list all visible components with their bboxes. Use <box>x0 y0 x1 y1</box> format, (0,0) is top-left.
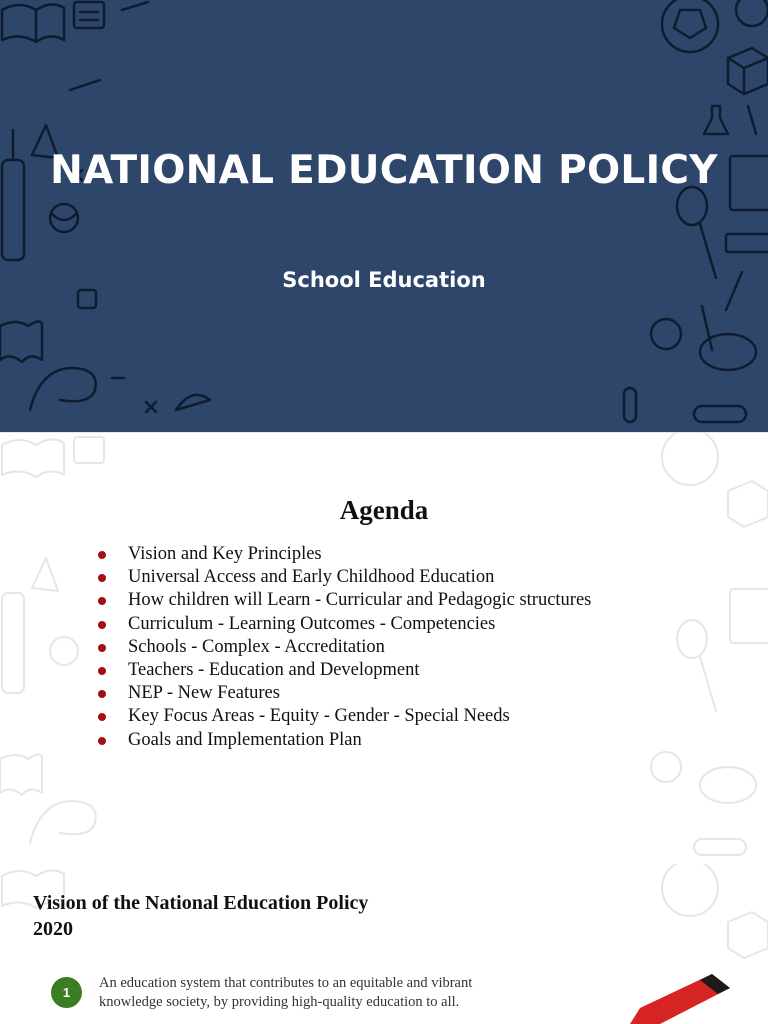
agenda-item-label: Goals and Implementation Plan <box>128 729 362 750</box>
jump-rope-icon <box>30 368 96 410</box>
agenda-item <box>98 705 591 728</box>
flask-icon <box>704 106 728 134</box>
soccer-ball-icon <box>662 0 718 52</box>
agenda-item-label: Teachers - Education and Development <box>128 659 420 680</box>
agenda-heading: Agenda <box>339 495 429 525</box>
book-icon <box>2 4 64 42</box>
agenda-item <box>98 613 591 636</box>
presentation-title: NATIONAL EDUCATION POLICY <box>50 148 718 193</box>
school-doodles-decoration <box>0 0 768 432</box>
globe-icon <box>651 319 681 349</box>
agenda-item-label: How children will Learn - Curricular and Pedagogic structures <box>128 590 592 611</box>
vision-slide <box>0 864 768 1024</box>
agenda-item-label: Schools - Complex - Accreditation <box>128 636 385 657</box>
agenda-item-label: Key Focus Areas - Equity - Gender - Special Needs <box>128 706 510 727</box>
agenda-item <box>98 543 591 566</box>
agenda-item <box>98 729 591 752</box>
badminton-racket-icon <box>677 187 716 278</box>
bullet-icon <box>98 621 106 629</box>
red-pencil-icon <box>620 974 730 1024</box>
agenda-item-label: Universal Access and Early Childhood Education <box>128 567 495 588</box>
agenda-item-label: Curriculum - Learning Outcomes - Competencies <box>128 613 496 634</box>
agenda-item-label: Vision and Key Principles <box>128 544 322 564</box>
test-tube-icon <box>624 388 636 422</box>
bullet-icon <box>98 737 106 745</box>
agenda-item <box>98 682 591 705</box>
cube-icon <box>728 48 768 94</box>
calculator-icon <box>74 2 104 28</box>
bullet-icon <box>98 644 106 652</box>
vision-heading: Vision of the National Education Policy 2020 <box>33 892 369 940</box>
agenda-item <box>98 566 591 589</box>
bullet-icon <box>98 667 106 675</box>
bullet-icon <box>98 551 106 559</box>
ink-bottle-icon <box>78 290 96 308</box>
globe-icon <box>50 204 78 232</box>
scroll-icon <box>694 406 746 422</box>
agenda-item <box>98 659 591 682</box>
agenda-slide <box>0 432 768 865</box>
agenda-item-label: NEP - New Features <box>128 683 280 704</box>
microscope-icon <box>700 306 756 370</box>
protractor-icon <box>176 395 210 410</box>
bullet-icon <box>98 597 106 605</box>
agenda-list <box>98 543 591 752</box>
bullet-icon <box>98 690 106 698</box>
bullet-icon <box>98 574 106 582</box>
presentation-subtitle: School Education <box>282 268 486 292</box>
pencil-icon <box>70 2 148 90</box>
title-slide <box>0 0 768 432</box>
point-number-badge: 1 <box>51 977 82 1008</box>
clock-icon <box>736 0 768 26</box>
bullet-icon <box>98 713 106 721</box>
vision-point-text: An education system that contributes to an equitable and vibrant knowledge society, by providing high-quality education to all. <box>99 975 473 1010</box>
agenda-item <box>98 589 591 612</box>
agenda-item <box>98 636 591 659</box>
keyboard-icon <box>726 234 768 252</box>
book-icon <box>0 321 42 362</box>
